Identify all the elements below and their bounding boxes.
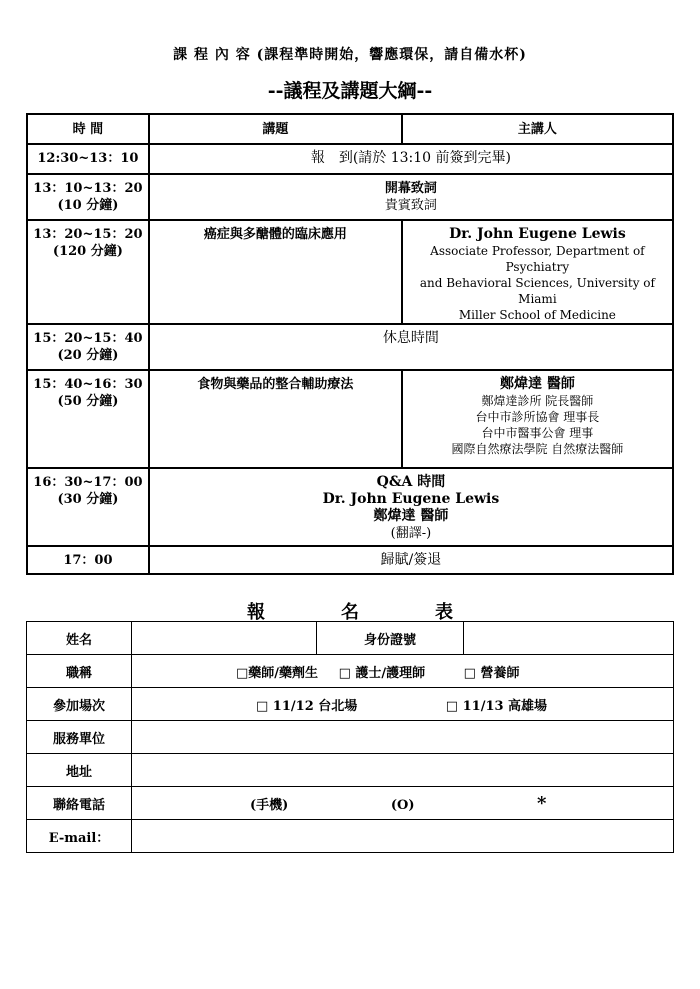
qa-speaker: 鄭煒達 醫師 <box>373 508 449 524</box>
unit-field[interactable] <box>132 721 674 754</box>
guest-speech: 貴賓致詞 <box>384 198 437 213</box>
job-option-dietitian[interactable]: □ 營養師 <box>463 665 520 681</box>
session-option-kaohsiung[interactable]: □ 11/13 高雄場 <box>445 698 548 714</box>
speaker-title: Miller School of Medicine <box>458 308 616 322</box>
qa-note: (翻譯-) <box>390 526 432 541</box>
mobile-phone-field[interactable]: (手機) <box>250 797 289 813</box>
agenda-row-lewis <box>27 220 673 324</box>
header-time: 時 間 <box>27 114 149 144</box>
row-text: 休息時間 <box>149 324 673 370</box>
office-phone-field[interactable]: (O) <box>390 797 415 813</box>
extension-field[interactable]: * <box>537 792 547 814</box>
session-label: 參加場次 <box>27 688 132 721</box>
row-duration: (50 分鐘) <box>57 394 119 409</box>
session-options <box>132 688 674 721</box>
job-label: 職稱 <box>27 655 132 688</box>
form-row-job <box>27 655 674 688</box>
speaker-title: 台中市診所協會 理事長 <box>475 410 600 424</box>
row-time: 13：20~15：20 <box>33 227 143 242</box>
agenda-row-checkin <box>27 144 673 174</box>
row-speaker-cell <box>402 370 673 468</box>
header-topic: 講題 <box>149 114 402 144</box>
email-label: E-mail： <box>27 820 132 853</box>
form-row-name <box>27 622 674 655</box>
row-topic-cell <box>149 174 673 220</box>
row-time: 17：00 <box>27 546 149 574</box>
row-duration: (120 分鐘) <box>52 244 123 259</box>
row-time: 13：10~13：20 <box>33 181 143 196</box>
speaker-title: 鄭煒達診所 院長醫師 <box>481 394 594 408</box>
agenda-row-qa <box>27 468 673 546</box>
speaker-title: and Behavioral Sciences, University of Miami <box>419 276 655 306</box>
address-field[interactable] <box>132 754 674 787</box>
row-time-cell <box>27 174 149 220</box>
row-time-cell <box>27 220 149 324</box>
reg-title-char: 表 <box>435 602 453 623</box>
id-label: 身份證號 <box>317 622 464 655</box>
email-field[interactable] <box>132 820 674 853</box>
job-options <box>132 655 674 688</box>
speaker-title: 國際自然療法學院 自然療法醫師 <box>451 442 624 456</box>
agenda-title: --議程及講題大綱-- <box>267 80 433 102</box>
course-header: 課 程 內 容 (課程準時開始，響應環保，請自備水杯) <box>173 47 527 63</box>
row-text: 歸賦/簽退 <box>149 546 673 574</box>
row-time: 15：20~15：40 <box>33 331 143 346</box>
row-duration: (20 分鐘) <box>57 348 119 363</box>
speaker-name: Dr. John Eugene Lewis <box>449 226 626 242</box>
phone-fields <box>132 787 674 820</box>
session-option-taipei[interactable]: □ 11/12 台北場 <box>256 698 358 714</box>
id-field[interactable] <box>464 622 674 655</box>
phone-label: 聯絡電話 <box>27 787 132 820</box>
row-topic: 癌症與多醣體的臨床應用 <box>149 220 402 324</box>
name-label: 姓名 <box>27 622 132 655</box>
address-label: 地址 <box>27 754 132 787</box>
row-time-cell <box>27 324 149 370</box>
row-text: 報 到(請於 13:10 前簽到完畢) <box>149 144 673 174</box>
row-speaker-cell <box>402 220 673 324</box>
speaker-title: Associate Professor, Department of Psychiatry <box>430 244 645 274</box>
header-speaker: 主講人 <box>402 114 673 144</box>
opening-speech: 開幕致詞 <box>384 181 437 196</box>
job-option-pharmacist[interactable]: □藥師/藥劑生 <box>236 665 319 681</box>
form-row-email <box>27 820 674 853</box>
agenda-row-opening <box>27 174 673 220</box>
form-row-phone <box>27 787 674 820</box>
name-field[interactable] <box>132 622 317 655</box>
qa-speaker: Dr. John Eugene Lewis <box>322 491 500 507</box>
speaker-name: 鄭煒達 醫師 <box>499 376 575 392</box>
agenda-row-break <box>27 324 673 370</box>
row-time: 15：40~16：30 <box>33 377 143 392</box>
job-option-nurse[interactable]: □ 護士/護理師 <box>338 665 426 681</box>
row-topic: 食物與藥品的整合輔助療法 <box>149 370 402 468</box>
agenda-header-row <box>27 114 673 144</box>
agenda-row-end <box>27 546 673 574</box>
agenda-row-cheng <box>27 370 673 468</box>
row-time-cell <box>27 370 149 468</box>
form-row-session <box>27 688 674 721</box>
reg-title-char: 名 <box>341 602 359 623</box>
row-time: 12:30~13：10 <box>27 144 149 174</box>
row-time-cell <box>27 468 149 546</box>
form-row-address <box>27 754 674 787</box>
row-time: 16：30~17：00 <box>33 475 143 490</box>
row-duration: (10 分鐘) <box>57 198 119 213</box>
unit-label: 服務單位 <box>27 721 132 754</box>
row-topic-cell <box>149 468 673 546</box>
row-duration: (30 分鐘) <box>57 492 119 507</box>
registration-form <box>26 621 674 853</box>
agenda-table <box>26 113 674 575</box>
qa-title: Q&A 時間 <box>376 474 446 490</box>
reg-title-char: 報 <box>247 602 265 623</box>
form-row-unit <box>27 721 674 754</box>
speaker-title: 台中市醫事公會 理事 <box>481 426 594 440</box>
